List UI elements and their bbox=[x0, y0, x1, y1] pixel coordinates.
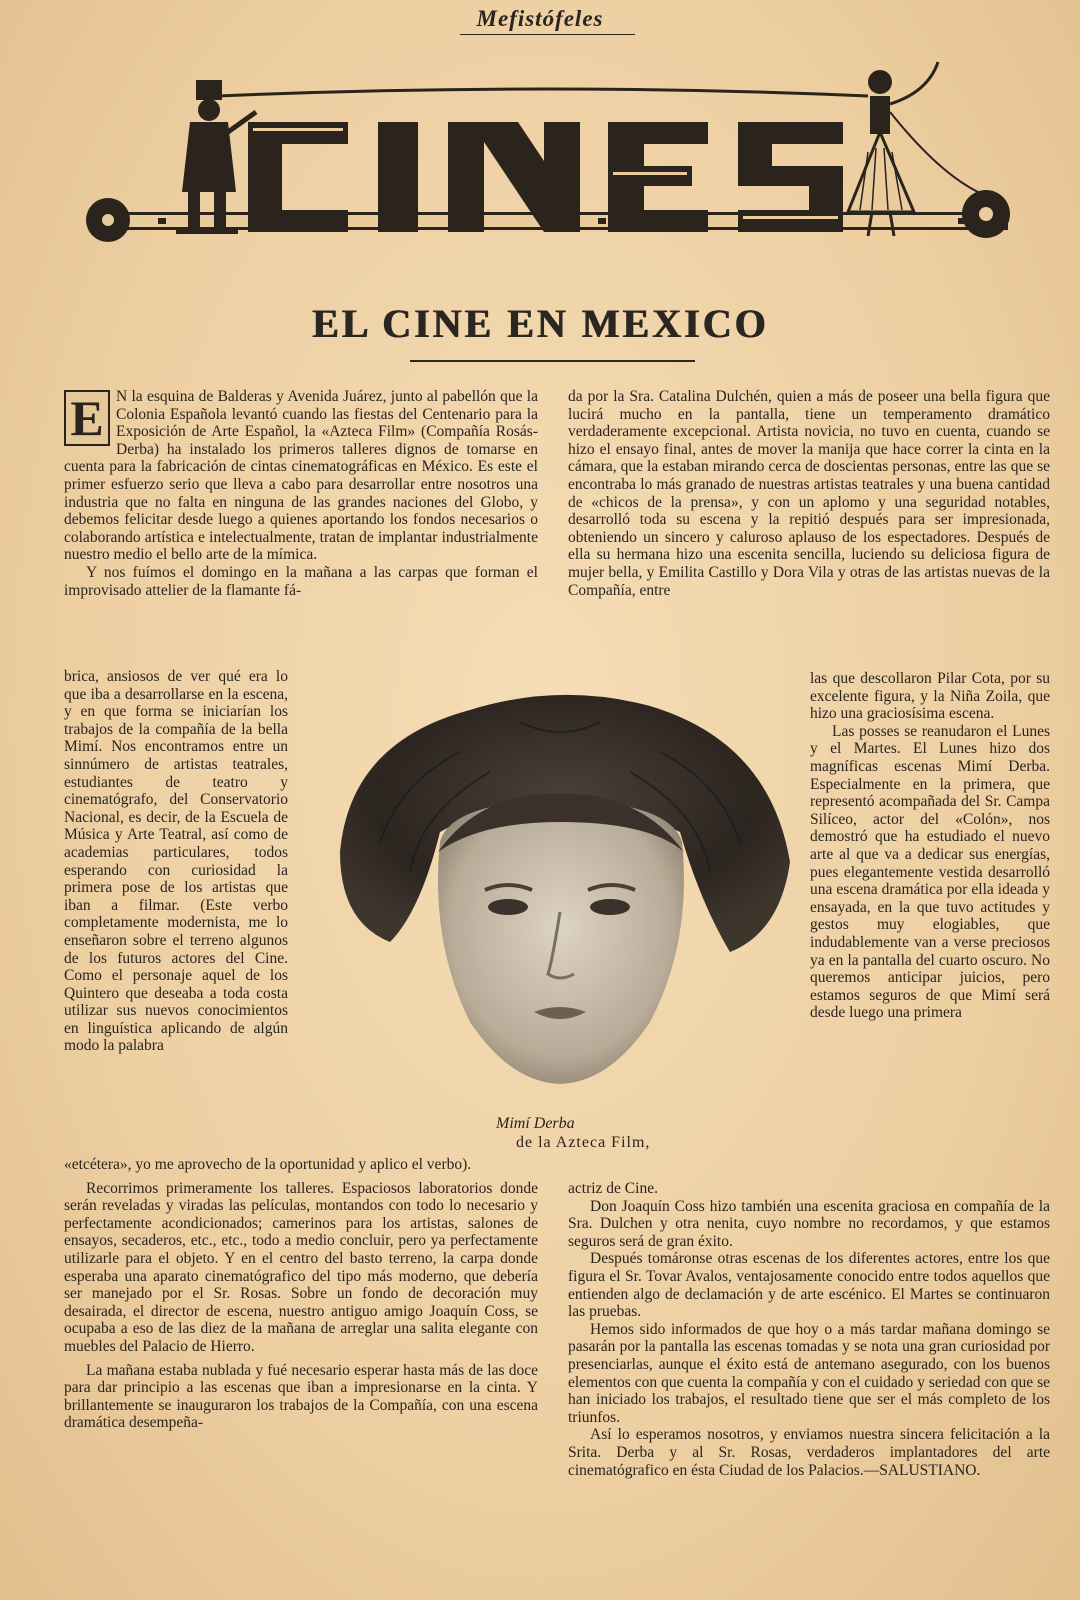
paragraph: N la esquina de Balderas y Avenida Juárez, junto al pabellón que la Colonia Española levantó cuando las fiestas del Centenario para la Exposición de Arte Español, la «Azteca Film» (Compañía Rosás-Derba) ha instalado los primeros talleres dignos de tomarse en cuenta para la fabricación de cintas cinematográficas en México. Es este el primer esfuerzo serio que lleva a cabo para desarrollar entre nosotros una industria que no falta en ninguna de las grandes naciones del Globo, y debemos felicitar desde luego a quienes aportando los fondos necesarios o colaborando artística e intelectualmente, tratan de implantar industrialmente nuestro medio el bello arte de la mímica. bbox=[64, 388, 538, 564]
masthead: Mefistófeles bbox=[476, 6, 604, 31]
paragraph: La mañana estaba nublada y fué necesario esperar hasta más de las doce para dar principio a las escenas que iban a impresionarse en la cinta. Y brillantemente se inauguraron los trabajos de la Compañía, con una escena dramática desempeña- bbox=[64, 1361, 538, 1432]
cines-word bbox=[248, 122, 843, 232]
paragraph: brica, ansiosos de ver qué era lo que iba a desarrollarse en la escena, y en que forma se iniciarían los trabajos de la compañía de la bella Mimí. Nos encontramos entre un sinnúmero de artistas teatrales, estudiantes de teatro y cinematógrafo, del Conservatorio Nacional, es decir, de la Escuela de Música y Arte Teatral, así como de academias particulares, todos esperando con curiosidad la primera pose de los artistas que iban a filmar. (Este verbo completamente modernista, me lo enseñaron sobre el terreno algunos de los futuros actores del Cine. Como el personaje aquel de los Quintero que deseaba a toda costa utilizar sus nuevos conocimientos en linguística aplicando de algún modo la palabra bbox=[64, 668, 288, 1055]
paragraph: Así lo esperamos nosotros, y enviamos nuestra sincera felicitación a la Srita. Derba y al Sr. Rosas, verdaderos implantadores del arte cinematógrafico en ésta Ciudad de los Palacios.—SALUSTIANO. bbox=[568, 1426, 1050, 1479]
col1-wrap-text bbox=[64, 668, 288, 1055]
paragraph: Las posses se reanudaron el Lunes y el Martes. El Lunes hizo dos magníficas escenas Mimí Derba. Especialmente en la primera, que representó acompañada del Sr. Campa Silíceo, actor del «Colón», nos demostró que ha estudiado el nuevo arte al que va a dedicar sus energías, pues elegantemente vestida desarrolló una escena dramática por ella ideada y ensayada, en la que tuvo actitudes y gestos muy elogiables, que indudablemente van a verse preciosos ya en la pantalla del cuarto oscuro. No queremos anticipar juicios, pero estamos seguros de que Mimí será desde luego una primera bbox=[810, 722, 1050, 1022]
cines-banner-illustration bbox=[78, 52, 1026, 264]
photo-caption-company: de la Azteca Film, bbox=[516, 1134, 651, 1151]
dancing-woman-silhouette-icon bbox=[848, 62, 978, 236]
portrait-photo bbox=[320, 682, 800, 1102]
col1-top-text bbox=[64, 388, 538, 599]
photo-caption-name: Mimí Derba bbox=[496, 1115, 575, 1132]
article-headline: EL CINE EN MEXICO bbox=[311, 301, 769, 346]
paragraph: Después tomáronse otras escenas de los diferentes actores, entre los que figura el Sr. Tovar Avalos, ventajosamente conocido entre todos aquellos que entienden algo de declamación y de arte escénico. El Martes se continuaron las pruebas. bbox=[568, 1250, 1050, 1321]
paragraph: actriz de Cine. bbox=[568, 1180, 658, 1197]
col1-bottom-text bbox=[64, 1156, 538, 1432]
paragraph: Hemos sido informados de que hoy o a más tardar mañana domingo se pasarán por la pantalla las escenas tomadas y se nota una gran curiosidad por presenciarlas, aunque el éxito está de antemano asegurado, con los buenos elementos con que cuenta la compañía y con el cuidado y seriedad con que se han iniciado los trabajos, el resultado tiene que ser el más completo de los triunfos. bbox=[568, 1320, 1050, 1426]
paragraph: Recorrimos primeramente los talleres. Espaciosos laboratorios donde serán reveladas y viradas las películas, montandos con todo lo necesario y perfectamente acondicionados; camerinos para los artistas, salones de ensayos, secaderos, etc., etc., todo a medio concluir, pero ya perfectamente utilizarle para el objeto. Y en el centro del basto terreno, la carpa donde esperaba una aparato cinematógrafico del tipo más moderno, que debería ser manejado por el Sr. Rosas. Sobre un fondo de decoración muy desairada, el director de escena, nuestro antiguo amigo Joaquín Coss, se ocupaba a eso de las diez de la mañana de arreglar una salita elegante con muebles del Palacio de Hierro. bbox=[64, 1179, 538, 1355]
paragraph: Don Joaquín Coss hizo también una escenita graciosa en compañía de la Sra. Dulchen y otra nenita, cuyo nombre no recordamos, y que estamos seguros será de gran éxito. bbox=[568, 1197, 1050, 1250]
paragraph: Y nos fuímos el domingo en la mañana a las carpas que forman el improvisado attelier de la flamante fá- bbox=[64, 563, 538, 599]
masthead-rule bbox=[460, 34, 635, 35]
cameraman-silhouette-icon bbox=[176, 80, 256, 232]
col2-bottom-text bbox=[568, 1180, 1050, 1479]
paragraph: las que descollaron Pilar Cota, por su excelente figura, y la Niña Zoila, que hizo una graciosísima escena. bbox=[810, 670, 1050, 723]
col2-top-text bbox=[568, 388, 1050, 599]
col2-wrap-text bbox=[810, 670, 1050, 1022]
paragraph: da por la Sra. Catalina Dulchén, quien a más de poseer una bella figura que lucirá mucho en la pantalla, tiene un temperamento dramático verdaderamente excepcional. Artista novicia, no tuvo en cuenta, cuando se hizo el ensayo final, antes de mover la manija que hace correr la cinta en la cámara, que la estaban mirando cerca de doscientas personas, entre las que se encontraba lo más granado de nuestras artistas teatrales y una buena cantidad de «chicos de la prensa», y con un aplomo y una seguridad notables, desarrolló toda su escena y la repitió después para ser impresionada, obteniendo un sincero y caluroso aplauso de los espectadores. Después de ella su hermana hizo una escenita sencilla, luciendo su deliciosa figura de mujer bella, y Emilita Castillo y Dora Vila y otras de las artistas nuevas de la Compañía, entre bbox=[568, 388, 1050, 599]
paragraph: «etcétera», yo me aprovecho de la oportunidad y aplico el verbo). bbox=[64, 1156, 472, 1173]
headline-rule bbox=[410, 360, 695, 362]
drop-cap: E bbox=[64, 390, 110, 446]
